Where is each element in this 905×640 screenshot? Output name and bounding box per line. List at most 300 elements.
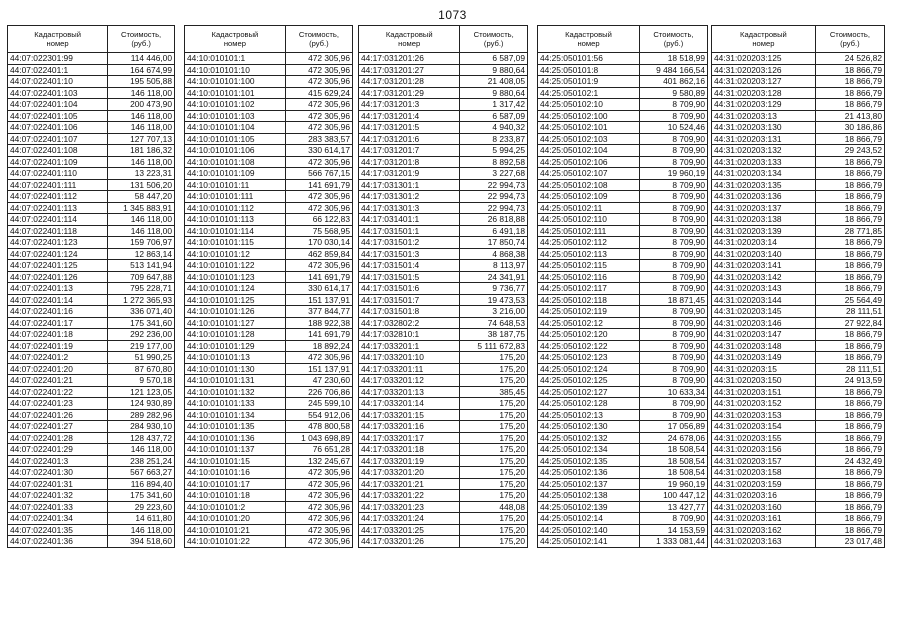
cadastral-number-cell: 44:31:020203:163	[712, 536, 816, 548]
cost-cell: 6 491,18	[460, 225, 528, 237]
header-text: Кадастровый	[385, 30, 433, 39]
table-row	[538, 53, 708, 65]
table-row	[8, 168, 175, 180]
table-row	[8, 133, 175, 145]
table-row	[712, 317, 885, 329]
cost-cell: 226 706,86	[285, 386, 352, 398]
table-row	[712, 398, 885, 410]
cadastral-number-cell: 44:07:022401:2	[8, 352, 108, 364]
cost-cell: 448,08	[460, 501, 528, 513]
cadastral-number-cell: 44:07:022401:109	[8, 156, 108, 168]
cost-cell: 128 437,72	[108, 432, 175, 444]
cadastral-number-cell: 44:25:050102:101	[538, 122, 640, 134]
cadastral-number-cell: 44:17:033201:25	[359, 524, 460, 536]
table-row	[8, 99, 175, 111]
cost-cell: 8 709,90	[640, 317, 708, 329]
cost-cell: 292 236,00	[108, 329, 175, 341]
cadastral-number-cell: 44:10:010101:127	[185, 317, 286, 329]
table-row	[185, 179, 353, 191]
table-row	[712, 110, 885, 122]
cadastral-number-cell: 44:17:031301:1	[359, 179, 460, 191]
table-row	[538, 432, 708, 444]
table-row	[538, 421, 708, 433]
table-row	[538, 156, 708, 168]
cadastral-number-cell: 44:17:031501:2	[359, 237, 460, 249]
cadastral-number-cell: 44:31:020203:146	[712, 317, 816, 329]
table-row	[359, 340, 528, 352]
table-row	[712, 363, 885, 375]
table-row	[712, 340, 885, 352]
cadastral-number-cell: 44:10:010101:114	[185, 225, 286, 237]
cadastral-number-cell: 44:07:022401:33	[8, 501, 108, 513]
table-row	[185, 145, 353, 157]
cadastral-number-cell: 44:31:020203:129	[712, 99, 816, 111]
cost-cell: 18 866,79	[815, 432, 884, 444]
cost-cell: 175,20	[460, 478, 528, 490]
cadastral-number-cell: 44:31:020203:130	[712, 122, 816, 134]
cost-cell: 5 111 672,83	[460, 340, 528, 352]
table-row	[359, 386, 528, 398]
table-row	[538, 122, 708, 134]
cost-cell: 18 508,54	[640, 455, 708, 467]
cadastral-number-cell: 44:31:020203:134	[712, 168, 816, 180]
table-row	[538, 87, 708, 99]
cadastral-number-cell: 44:07:022401:16	[8, 306, 108, 318]
cadastral-number-cell: 44:31:020203:131	[712, 133, 816, 145]
table-row	[185, 536, 353, 548]
table-row	[359, 352, 528, 364]
table-row	[359, 455, 528, 467]
cadastral-number-cell: 44:25:050102:113	[538, 248, 640, 260]
cadastral-number-cell: 44:25:050102:118	[538, 294, 640, 306]
table-row	[538, 478, 708, 490]
table-row	[8, 179, 175, 191]
table-row	[8, 76, 175, 88]
cadastral-number-cell: 44:31:020203:132	[712, 145, 816, 157]
cost-cell: 1 272 365,93	[108, 294, 175, 306]
table-row	[185, 363, 353, 375]
cadastral-number-cell: 44:25:050102:124	[538, 363, 640, 375]
cadastral-number-cell: 44:25:050102:132	[538, 432, 640, 444]
cadastral-number-cell: 44:07:022401:14	[8, 294, 108, 306]
table-row	[185, 64, 353, 76]
table-row	[8, 248, 175, 260]
cost-cell: 18 866,79	[815, 386, 884, 398]
cost-cell: 472 305,96	[285, 99, 352, 111]
cadastral-number-cell: 44:07:022401:108	[8, 145, 108, 157]
table-row	[359, 294, 528, 306]
cadastral-number-cell: 44:17:031201:29	[359, 87, 460, 99]
cadastral-number-cell: 44:17:031301:2	[359, 191, 460, 203]
cost-cell: 18 866,79	[815, 76, 884, 88]
cadastral-number-cell: 44:31:020203:139	[712, 225, 816, 237]
table-row	[359, 53, 528, 65]
cadastral-number-cell: 44:31:020203:128	[712, 87, 816, 99]
cadastral-number-cell: 44:31:020203:153	[712, 409, 816, 421]
cost-cell: 18 866,79	[815, 340, 884, 352]
header-text: номер	[46, 39, 69, 48]
cost-cell: 175,20	[460, 513, 528, 525]
cadastral-number-cell: 44:10:010101:100	[185, 76, 286, 88]
cadastral-number-cell: 44:07:022401:28	[8, 432, 108, 444]
table-row	[8, 536, 175, 548]
table-row	[359, 87, 528, 99]
header-text: Стоимость,	[829, 30, 870, 39]
cadastral-number-cell: 44:17:031501:3	[359, 248, 460, 260]
table-row	[359, 524, 528, 536]
cost-cell: 8 709,90	[640, 145, 708, 157]
cadastral-number-cell: 44:07:022401:1	[8, 64, 108, 76]
cost-cell: 21 413,80	[815, 110, 884, 122]
cadastral-number-cell: 44:10:010101:102	[185, 99, 286, 111]
table-row	[359, 421, 528, 433]
cost-cell: 472 305,96	[285, 490, 352, 502]
header-row	[185, 26, 353, 53]
cost-cell: 513 141,94	[108, 260, 175, 272]
cost-cell: 175,20	[460, 432, 528, 444]
cost-cell: 18 866,79	[815, 237, 884, 249]
table-row	[538, 64, 708, 76]
table-row	[185, 110, 353, 122]
cadastral-number-cell: 44:25:050102:120	[538, 329, 640, 341]
cost-cell: 146 118,00	[108, 524, 175, 536]
table-row	[359, 271, 528, 283]
cost-cell: 472 305,96	[285, 501, 352, 513]
table-row	[359, 513, 528, 525]
table-row	[712, 156, 885, 168]
table-row	[538, 340, 708, 352]
table-row	[538, 99, 708, 111]
cost-cell: 146 118,00	[108, 214, 175, 226]
table-row	[538, 110, 708, 122]
cost-cell: 8 709,90	[640, 248, 708, 260]
cadastral-number-cell: 44:10:010101:135	[185, 421, 286, 433]
cadastral-number-cell: 44:10:010101:11	[185, 179, 286, 191]
cadastral-number-cell: 44:25:050102:109	[538, 191, 640, 203]
cost-cell: 175,20	[460, 421, 528, 433]
cadastral-number-cell: 44:17:031501:6	[359, 283, 460, 295]
cadastral-number-cell: 44:31:020203:133	[712, 156, 816, 168]
cadastral-number-cell: 44:25:050102:108	[538, 179, 640, 191]
cost-cell: 472 305,96	[285, 202, 352, 214]
header-text: (руб.)	[483, 39, 504, 48]
cost-cell: 10 633,34	[640, 386, 708, 398]
table-row	[359, 317, 528, 329]
table-row	[8, 432, 175, 444]
header-text: (руб.)	[663, 39, 684, 48]
cadastral-number-cell: 44:17:031501:5	[359, 271, 460, 283]
table-row	[538, 317, 708, 329]
cost-cell: 175,20	[460, 490, 528, 502]
cadastral-number-cell: 44:31:020203:138	[712, 214, 816, 226]
cost-cell: 472 305,96	[285, 156, 352, 168]
cost-cell: 8 709,90	[640, 398, 708, 410]
cadastral-number-cell: 44:17:033201:16	[359, 421, 460, 433]
cadastral-number-cell: 44:10:010101:112	[185, 202, 286, 214]
cadastral-number-cell: 44:07:022401:103	[8, 87, 108, 99]
cadastral-number-cell: 44:17:033201:21	[359, 478, 460, 490]
cost-cell: 19 960,19	[640, 478, 708, 490]
cadastral-number-cell: 44:10:010101:103	[185, 110, 286, 122]
cadastral-number-cell: 44:07:022401:35	[8, 524, 108, 536]
cost-cell: 18 892,24	[285, 340, 352, 352]
cadastral-number-cell: 44:10:010101:101	[185, 87, 286, 99]
table-row	[8, 329, 175, 341]
cost-cell: 336 071,40	[108, 306, 175, 318]
cost-cell: 567 663,27	[108, 467, 175, 479]
cost-cell: 29 243,52	[815, 145, 884, 157]
table-row	[185, 375, 353, 387]
table-row	[712, 536, 885, 548]
cadastral-number-cell: 44:25:050102:11	[538, 202, 640, 214]
cadastral-number-cell: 44:31:020203:142	[712, 271, 816, 283]
cost-cell: 175,20	[460, 409, 528, 421]
cadastral-number-cell: 44:07:022401:23	[8, 398, 108, 410]
cost-cell: 141 691,79	[285, 179, 352, 191]
cost-cell: 8 709,90	[640, 329, 708, 341]
cost-cell: 175 341,60	[108, 317, 175, 329]
cadastral-number-cell: 44:17:031201:28	[359, 76, 460, 88]
cost-cell: 8 709,90	[640, 513, 708, 525]
table-row	[538, 409, 708, 421]
table-row	[359, 363, 528, 375]
cost-cell: 377 844,77	[285, 306, 352, 318]
cadastral-number-cell: 44:17:031201:4	[359, 110, 460, 122]
table-row	[185, 87, 353, 99]
table-row	[712, 467, 885, 479]
table-row	[538, 455, 708, 467]
cost-cell: 18 508,54	[640, 467, 708, 479]
cost-cell: 472 305,96	[285, 467, 352, 479]
cadastral-number-cell: 44:25:050102:134	[538, 444, 640, 456]
cost-cell: 22 994,73	[460, 191, 528, 203]
table-row	[185, 432, 353, 444]
cadastral-number-cell: 44:17:031501:4	[359, 260, 460, 272]
cadastral-number-cell: 44:31:020203:127	[712, 76, 816, 88]
table-row	[712, 352, 885, 364]
cost-cell: 75 568,95	[285, 225, 352, 237]
cadastral-number-cell: 44:25:050102:14	[538, 513, 640, 525]
cadastral-number-cell: 44:10:010101:124	[185, 283, 286, 295]
table-row	[359, 432, 528, 444]
cadastral-number-cell: 44:17:031201:5	[359, 122, 460, 134]
cost-cell: 175,20	[460, 398, 528, 410]
header-text: Стоимость,	[653, 30, 694, 39]
table-row	[8, 398, 175, 410]
table-row	[538, 329, 708, 341]
cadastral-number-cell: 44:10:010101:115	[185, 237, 286, 249]
cadastral-number-cell: 44:07:022401:104	[8, 99, 108, 111]
table-row	[185, 202, 353, 214]
table-row	[712, 478, 885, 490]
cadastral-number-cell: 44:07:022301:99	[8, 53, 108, 65]
header-row	[359, 26, 528, 53]
cadastral-number-cell: 44:10:010101:17	[185, 478, 286, 490]
table-row	[185, 53, 353, 65]
cost-cell: 9 484 166,54	[640, 64, 708, 76]
table-row	[712, 87, 885, 99]
cadastral-number-cell: 44:31:020203:141	[712, 260, 816, 272]
cost-cell: 58 447,20	[108, 191, 175, 203]
cadastral-number-cell: 44:10:010101:22	[185, 536, 286, 548]
table-row	[8, 444, 175, 456]
table-row	[359, 64, 528, 76]
cost-cell: 22 994,73	[460, 179, 528, 191]
cost-cell: 17 056,89	[640, 421, 708, 433]
table-row	[712, 122, 885, 134]
cost-cell: 114 446,00	[108, 53, 175, 65]
table-row	[712, 283, 885, 295]
cadastral-number-cell: 44:25:050102:115	[538, 260, 640, 272]
cadastral-number-cell: 44:31:020203:125	[712, 53, 816, 65]
header-text: Кадастровый	[740, 30, 787, 39]
header-row	[712, 26, 885, 53]
cost-cell: 29 223,60	[108, 501, 175, 513]
cost-cell: 18 866,79	[815, 490, 884, 502]
page-number: 1073	[438, 8, 467, 22]
cost-cell: 8 709,90	[640, 375, 708, 387]
cost-cell: 175,20	[460, 455, 528, 467]
cost-cell: 4 868,38	[460, 248, 528, 260]
cadastral-number-cell: 44:07:022401:105	[8, 110, 108, 122]
cost-cell: 13 223,31	[108, 168, 175, 180]
table-row	[712, 375, 885, 387]
cadastral-number-cell: 44:31:020203:149	[712, 352, 816, 364]
cost-cell: 472 305,96	[285, 536, 352, 548]
cadastral-number-cell: 44:17:033201:12	[359, 375, 460, 387]
table-row	[712, 513, 885, 525]
cadastral-number-cell: 44:10:010101:123	[185, 271, 286, 283]
cadastral-number-cell: 44:17:033201:1	[359, 340, 460, 352]
cadastral-number-cell: 44:07:022401:113	[8, 202, 108, 214]
cadastral-number-cell: 44:07:022401:114	[8, 214, 108, 226]
cost-cell: 24 678,06	[640, 432, 708, 444]
cadastral-number-cell: 44:31:020203:16	[712, 490, 816, 502]
cadastral-number-cell: 44:07:022401:29	[8, 444, 108, 456]
cost-cell: 18 866,79	[815, 202, 884, 214]
cadastral-number-cell: 44:10:010101:10	[185, 64, 286, 76]
cost-cell: 10 524,46	[640, 122, 708, 134]
table-row	[8, 490, 175, 502]
cost-cell: 18 866,79	[815, 168, 884, 180]
cadastral-number-cell: 44:17:032802:2	[359, 317, 460, 329]
table-row	[185, 260, 353, 272]
cost-cell: 25 564,49	[815, 294, 884, 306]
cadastral-number-cell: 44:31:020203:148	[712, 340, 816, 352]
cost-cell: 18 866,79	[815, 524, 884, 536]
cadastral-table-4	[537, 25, 708, 548]
cost-cell: 175,20	[460, 352, 528, 364]
cost-cell: 8 709,90	[640, 110, 708, 122]
cost-cell: 74 648,53	[460, 317, 528, 329]
table-row	[185, 317, 353, 329]
table-row	[712, 455, 885, 467]
cost-cell: 472 305,96	[285, 110, 352, 122]
table-row	[185, 444, 353, 456]
cost-cell: 9 580,89	[640, 87, 708, 99]
cost-cell: 8 709,90	[640, 191, 708, 203]
table-row	[538, 237, 708, 249]
cadastral-number-cell: 44:07:022401:20	[8, 363, 108, 375]
table-row	[359, 133, 528, 145]
cadastral-number-cell: 44:25:050102:138	[538, 490, 640, 502]
cadastral-number-cell: 44:07:022401:19	[8, 340, 108, 352]
table-row	[712, 306, 885, 318]
table-row	[538, 444, 708, 456]
cadastral-number-cell: 44:31:020203:135	[712, 179, 816, 191]
cadastral-number-cell: 44:07:022401:3	[8, 455, 108, 467]
table-row	[538, 76, 708, 88]
cost-cell: 472 305,96	[285, 478, 352, 490]
cadastral-number-cell: 44:31:020203:162	[712, 524, 816, 536]
table-row	[8, 64, 175, 76]
cost-cell: 175 341,60	[108, 490, 175, 502]
table-row	[8, 501, 175, 513]
table-row	[538, 168, 708, 180]
table-row	[185, 409, 353, 421]
cost-cell: 472 305,96	[285, 513, 352, 525]
table-row	[185, 501, 353, 513]
table-row	[712, 421, 885, 433]
cadastral-number-cell: 44:17:033201:13	[359, 386, 460, 398]
table-row	[538, 214, 708, 226]
cost-cell: 181 186,32	[108, 145, 175, 157]
cadastral-number-cell: 44:25:050102:100	[538, 110, 640, 122]
cadastral-number-cell: 44:31:020203:15	[712, 363, 816, 375]
cost-cell: 18 518,99	[640, 53, 708, 65]
table-row	[359, 156, 528, 168]
table-row	[712, 444, 885, 456]
cost-cell: 51 990,25	[108, 352, 175, 364]
cost-cell: 18 866,79	[815, 444, 884, 456]
cost-cell: 146 118,00	[108, 156, 175, 168]
cadastral-number-cell: 44:07:022401:126	[8, 271, 108, 283]
cadastral-number-cell: 44:25:050102:140	[538, 524, 640, 536]
cadastral-number-cell: 44:10:010101:132	[185, 386, 286, 398]
cadastral-number-cell: 44:07:022401:18	[8, 329, 108, 341]
cost-cell: 566 767,15	[285, 168, 352, 180]
table-row	[712, 53, 885, 65]
cadastral-number-cell: 44:31:020203:136	[712, 191, 816, 203]
table-row	[538, 271, 708, 283]
table-row	[712, 409, 885, 421]
cadastral-number-cell: 44:07:022401:112	[8, 191, 108, 203]
cost-cell: 8 709,90	[640, 306, 708, 318]
cost-cell: 28 111,51	[815, 363, 884, 375]
table-row	[185, 294, 353, 306]
table-row	[8, 191, 175, 203]
cost-cell: 8 709,90	[640, 283, 708, 295]
cadastral-number-cell: 44:17:033201:26	[359, 536, 460, 548]
table-row	[8, 260, 175, 272]
cost-cell: 478 800,58	[285, 421, 352, 433]
cost-cell: 8 709,90	[640, 225, 708, 237]
table-row	[359, 248, 528, 260]
cadastral-number-cell: 44:31:020203:151	[712, 386, 816, 398]
cost-cell: 141 691,79	[285, 329, 352, 341]
cost-cell: 131 506,20	[108, 179, 175, 191]
cost-cell: 14 153,59	[640, 524, 708, 536]
table-row	[359, 329, 528, 341]
cadastral-number-cell: 44:25:050102:136	[538, 467, 640, 479]
table-row	[185, 283, 353, 295]
cadastral-number-cell: 44:10:010101:20	[185, 513, 286, 525]
cadastral-number-cell: 44:31:020203:13	[712, 110, 816, 122]
cost-cell: 415 629,24	[285, 87, 352, 99]
table-row	[712, 76, 885, 88]
table-row	[359, 444, 528, 456]
header-row	[538, 26, 708, 53]
